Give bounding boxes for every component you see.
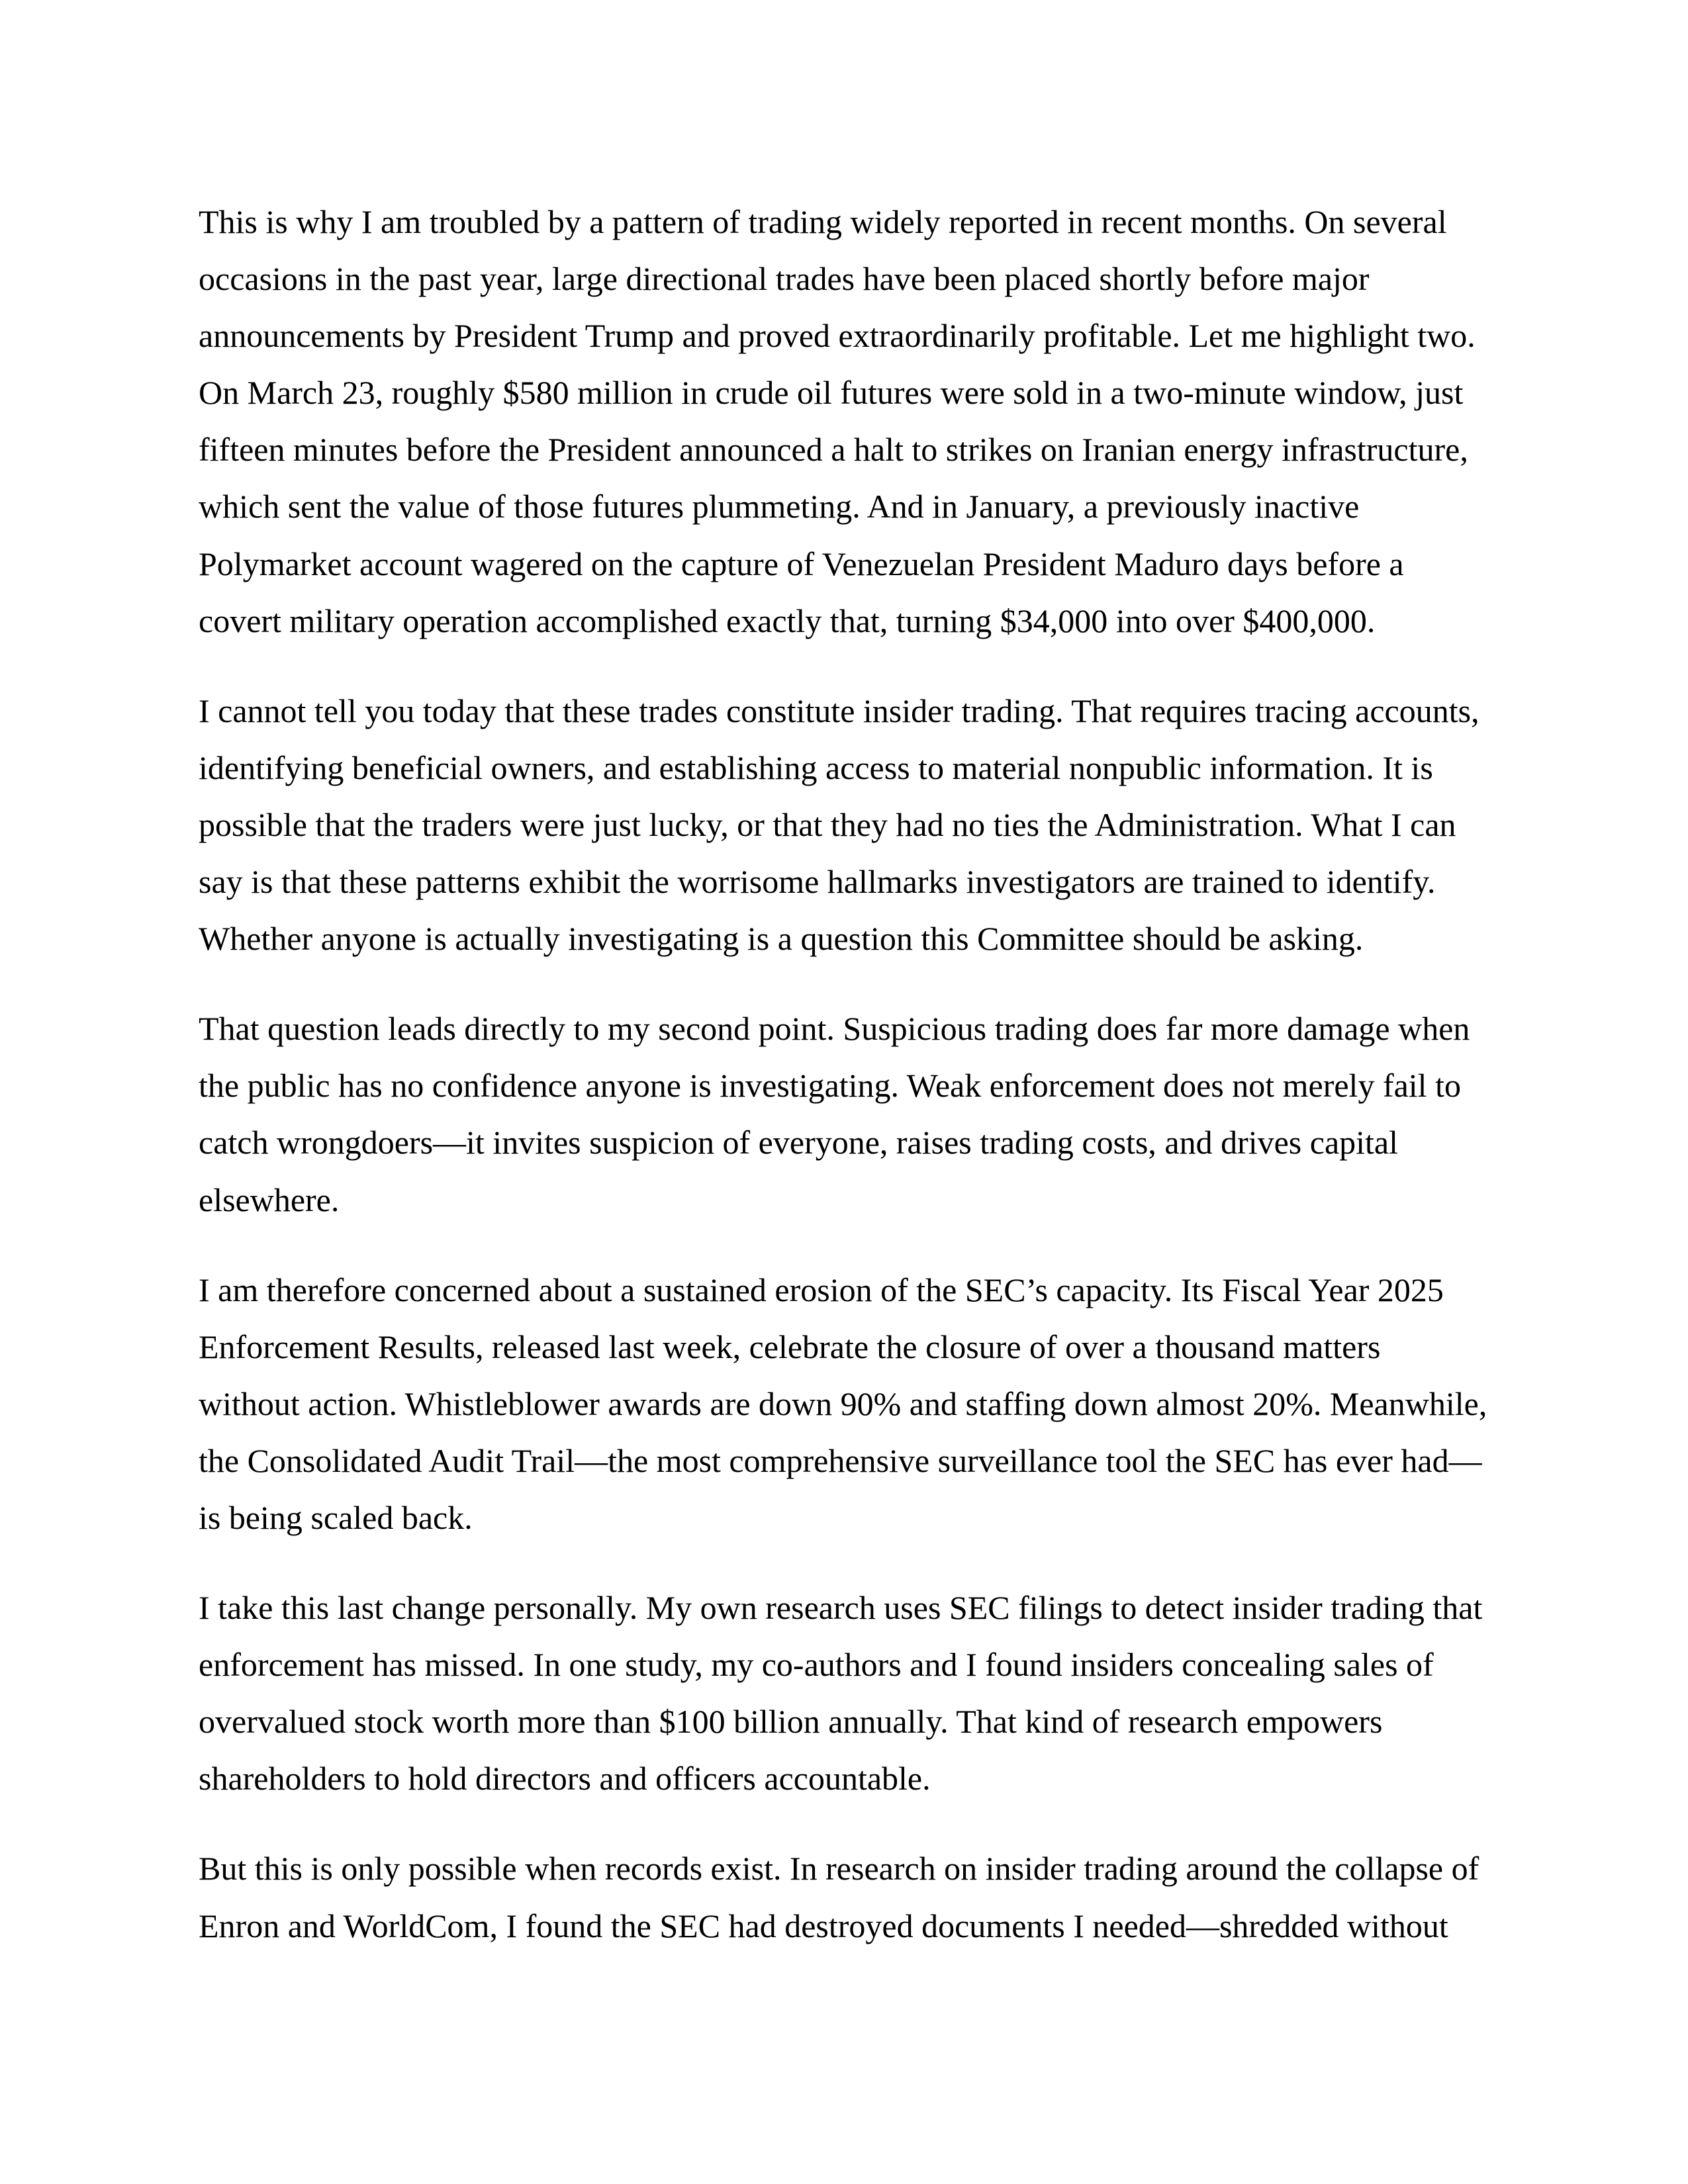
text-line: This is why I am troubled by a pattern of trading widely reported in recent months. On several	[199, 203, 1447, 240]
text-line: Whether anyone is actually investigating is a question this Committee should be asking.	[199, 920, 1364, 958]
document-body	[199, 193, 1496, 1987]
paragraph-records	[199, 1840, 1496, 1954]
text-line: I am therefore concerned about a sustained erosion of the SEC’s capacity. Its Fiscal Year 2025	[199, 1271, 1444, 1308]
text-line: Enforcement Results, released last week, celebrate the closure of over a thousand matters	[199, 1328, 1381, 1365]
text-line: But this is only possible when records exist. In research on insider trading around the collapse of	[199, 1850, 1479, 1888]
text-line: Polymarket account wagered on the capture of Venezuelan President Maduro days before a	[199, 545, 1404, 582]
text-line: is being scaled back.	[199, 1498, 473, 1536]
text-line: announcements by President Trump and proved extraordinarily profitable. Let me highlight two.	[199, 317, 1476, 355]
text-line: fifteen minutes before the President announced a halt to strikes on Iranian energy infrastructure,	[199, 431, 1468, 469]
text-line: identifying beneficial owners, and establishing access to material nonpublic information. It is	[199, 749, 1433, 786]
paragraph-sec-capacity	[199, 1261, 1496, 1546]
paragraph-trading-pattern	[199, 193, 1496, 649]
text-line: Enron and WorldCom, I found the SEC had destroyed documents I needed—shredded without	[199, 1907, 1448, 1944]
text-line: possible that the traders were just lucky, or that they had no ties the Administration. What I can	[199, 805, 1456, 843]
paragraph-second-point	[199, 1000, 1496, 1228]
text-line: elsewhere.	[199, 1181, 340, 1218]
text-line: the Consolidated Audit Trail—the most comprehensive surveillance tool the SEC has ever had—	[199, 1441, 1482, 1479]
paragraph-personal-research	[199, 1579, 1496, 1807]
text-line: On March 23, roughly $580 million in crude oil futures were sold in a two-minute window, just	[199, 374, 1464, 412]
text-line: That question leads directly to my second point. Suspicious trading does far more damage when	[199, 1010, 1470, 1048]
text-line: without action. Whistleblower awards are down 90% and staffing down almost 20%. Meanwhile,	[199, 1385, 1487, 1422]
text-line: say is that these patterns exhibit the worrisome hallmarks investigators are trained to identify.	[199, 863, 1436, 901]
text-line: I cannot tell you today that these trades constitute insider trading. That requires tracing accounts,	[199, 692, 1479, 729]
text-line: which sent the value of those futures plummeting. And in January, a previously inactive	[199, 488, 1360, 525]
text-line: the public has no confidence anyone is investigating. Weak enforcement does not merely fail to	[199, 1067, 1461, 1105]
text-line: shareholders to hold directors and officers accountable.	[199, 1760, 931, 1797]
text-line: I take this last change personally. My own research uses SEC filings to detect insider trading that	[199, 1589, 1483, 1627]
text-line: overvalued stock worth more than $100 billion annually. That kind of research empowers	[199, 1703, 1383, 1741]
text-line: enforcement has missed. In one study, my co-authors and I found insiders concealing sales of	[199, 1646, 1434, 1684]
text-line: catch wrongdoers—it invites suspicion of everyone, raises trading costs, and drives capital	[199, 1124, 1399, 1161]
paragraph-insider-trading	[199, 682, 1496, 967]
text-line: occasions in the past year, large directional trades have been placed shortly before major	[199, 260, 1370, 298]
text-line: covert military operation accomplished exactly that, turning $34,000 into over $400,000.	[199, 602, 1376, 639]
